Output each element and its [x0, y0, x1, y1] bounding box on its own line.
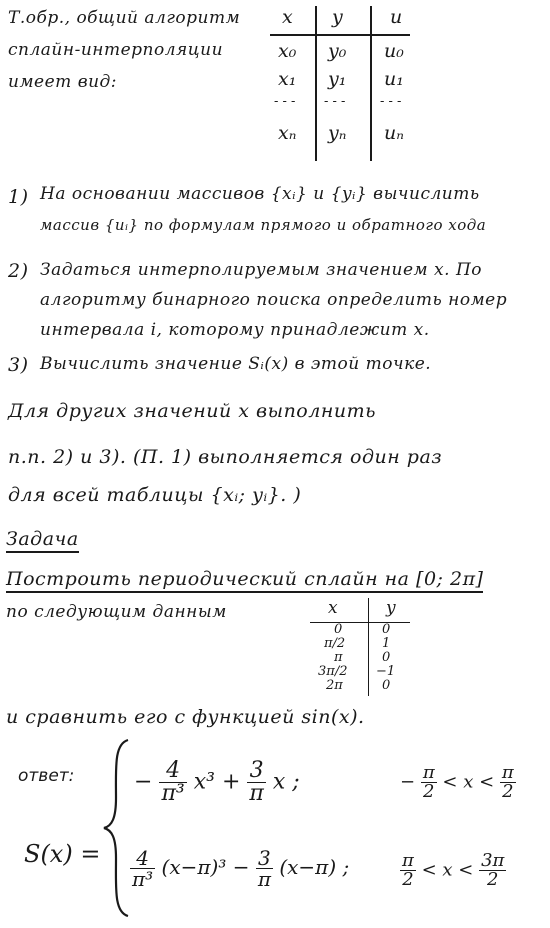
top-table-header-rule [270, 34, 410, 36]
top-table-cell: - - - [274, 94, 296, 109]
step-3-number: 3) [8, 354, 29, 376]
task-line-1-text: Построить периодический сплайн на [0; 2π] [6, 568, 483, 593]
answer-lhs: S(x) = [24, 840, 101, 868]
step-2-line-3: интервала i, которому принадлежит x. [40, 320, 430, 340]
task-heading-text: Задача [6, 528, 79, 553]
answer-piece-2 [130, 848, 349, 889]
step-1-line-1: На основании массивов {xᵢ} и {yᵢ} вычислить [40, 184, 480, 204]
data-table-cell: 1 [382, 636, 391, 651]
step-1-number: 1) [8, 186, 29, 208]
data-table-header-y: y [386, 598, 396, 618]
top-table-header-y: y [332, 6, 343, 28]
note-line-1: Для других значений x выполнить [8, 400, 376, 422]
top-table-cell: y₁ [328, 68, 347, 90]
note-line-3: для всей таблицы {xᵢ; yᵢ}. ) [8, 484, 302, 506]
answer-label: ответ: [18, 766, 75, 786]
piece-1-condition: − $\frac{\pi}{2}$ < x < $\frac{\pi}{2}$ [400, 762, 514, 802]
data-table-cell: 0 [382, 650, 391, 665]
answer-piece-1: − $\frac{4}{\text{π³}}$ x³ + $\frac{3}{\pi}$ x ; [134, 758, 300, 806]
top-table-cell: y₀ [328, 40, 347, 62]
top-table-cell: u₀ [384, 40, 404, 62]
data-table [310, 598, 420, 698]
piece-1-term-2: x ; [272, 769, 300, 795]
step-1-line-2: массив {uᵢ} по формулам прямого и обратного хода [40, 216, 487, 234]
piece-2-term-2: (x−π) ; [279, 855, 350, 879]
top-table-divider-1 [315, 6, 317, 161]
top-table-divider-2 [370, 6, 372, 161]
step-3-line-1: Вычислить значение Sᵢ(x) в этой точке. [40, 354, 432, 374]
top-table-cell: - - - [324, 94, 346, 109]
data-table-cell: 2π [326, 678, 343, 693]
data-table-cell: π/2 [324, 636, 346, 651]
piece-1-coef-2: $\frac{3}{\pi}$ [249, 758, 264, 806]
piece-1-term-1: x³ + [193, 769, 241, 795]
data-table-cell: 3π/2 [318, 664, 348, 679]
data-table-cell: π [334, 650, 343, 665]
top-table-cell: xₙ [278, 122, 297, 144]
data-table-header-x: x [328, 598, 338, 618]
data-table-cell: 0 [382, 678, 391, 693]
piece-2-coef-1: $\frac{4}{\text{π³}}$ [132, 846, 154, 891]
top-table-cell: yₙ [328, 122, 347, 144]
data-table-cell: 0 [334, 622, 343, 637]
top-table [270, 6, 548, 166]
top-table-cell: x₀ [278, 40, 297, 62]
data-table-divider [368, 598, 369, 696]
task-line-3: и сравнить его с функцией sin(x). [6, 706, 365, 728]
top-table-cell: - - - [380, 94, 402, 109]
top-table-cell: u₁ [384, 68, 404, 90]
step-2-line-1: Задаться интерполируемым значением x. По [40, 260, 483, 280]
note-line-2: п.п. 2) и 3). (П. 1) выполняется один раз [8, 446, 443, 468]
data-table-cell: 0 [382, 622, 391, 637]
top-table-cell: uₙ [384, 122, 404, 144]
step-2-line-2: алгоритму бинарного поиска определить номер [40, 290, 508, 310]
top-table-header-x: x [282, 6, 293, 28]
data-table-header-rule [310, 622, 410, 623]
top-table-header-u: u [390, 6, 403, 28]
piece-2-coef-2: $\frac{3}{\pi}$ [257, 846, 271, 891]
data-table-cell: −1 [376, 664, 396, 679]
intro-line-2: сплайн-интерполяции [8, 40, 224, 60]
piecewise-brace [102, 738, 132, 918]
task-heading [6, 528, 79, 553]
step-2-number: 2) [8, 260, 29, 282]
task-line-1 [6, 568, 483, 593]
piece-2-term-1: (x−π)³ − [161, 855, 250, 879]
piece-2-condition: $\frac{\pi}{2}$ < x < $\frac{3\pi}{2}$ [402, 850, 505, 890]
piece-1-coef-1: $\frac{4}{\text{π³}}$ [161, 758, 185, 806]
intro-line-3: имеет вид: [8, 72, 118, 92]
top-table-cell: x₁ [278, 68, 297, 90]
intro-line-1: Т.обр., общий алгоритм [8, 8, 241, 28]
task-line-2: по следующим данным [6, 602, 227, 622]
